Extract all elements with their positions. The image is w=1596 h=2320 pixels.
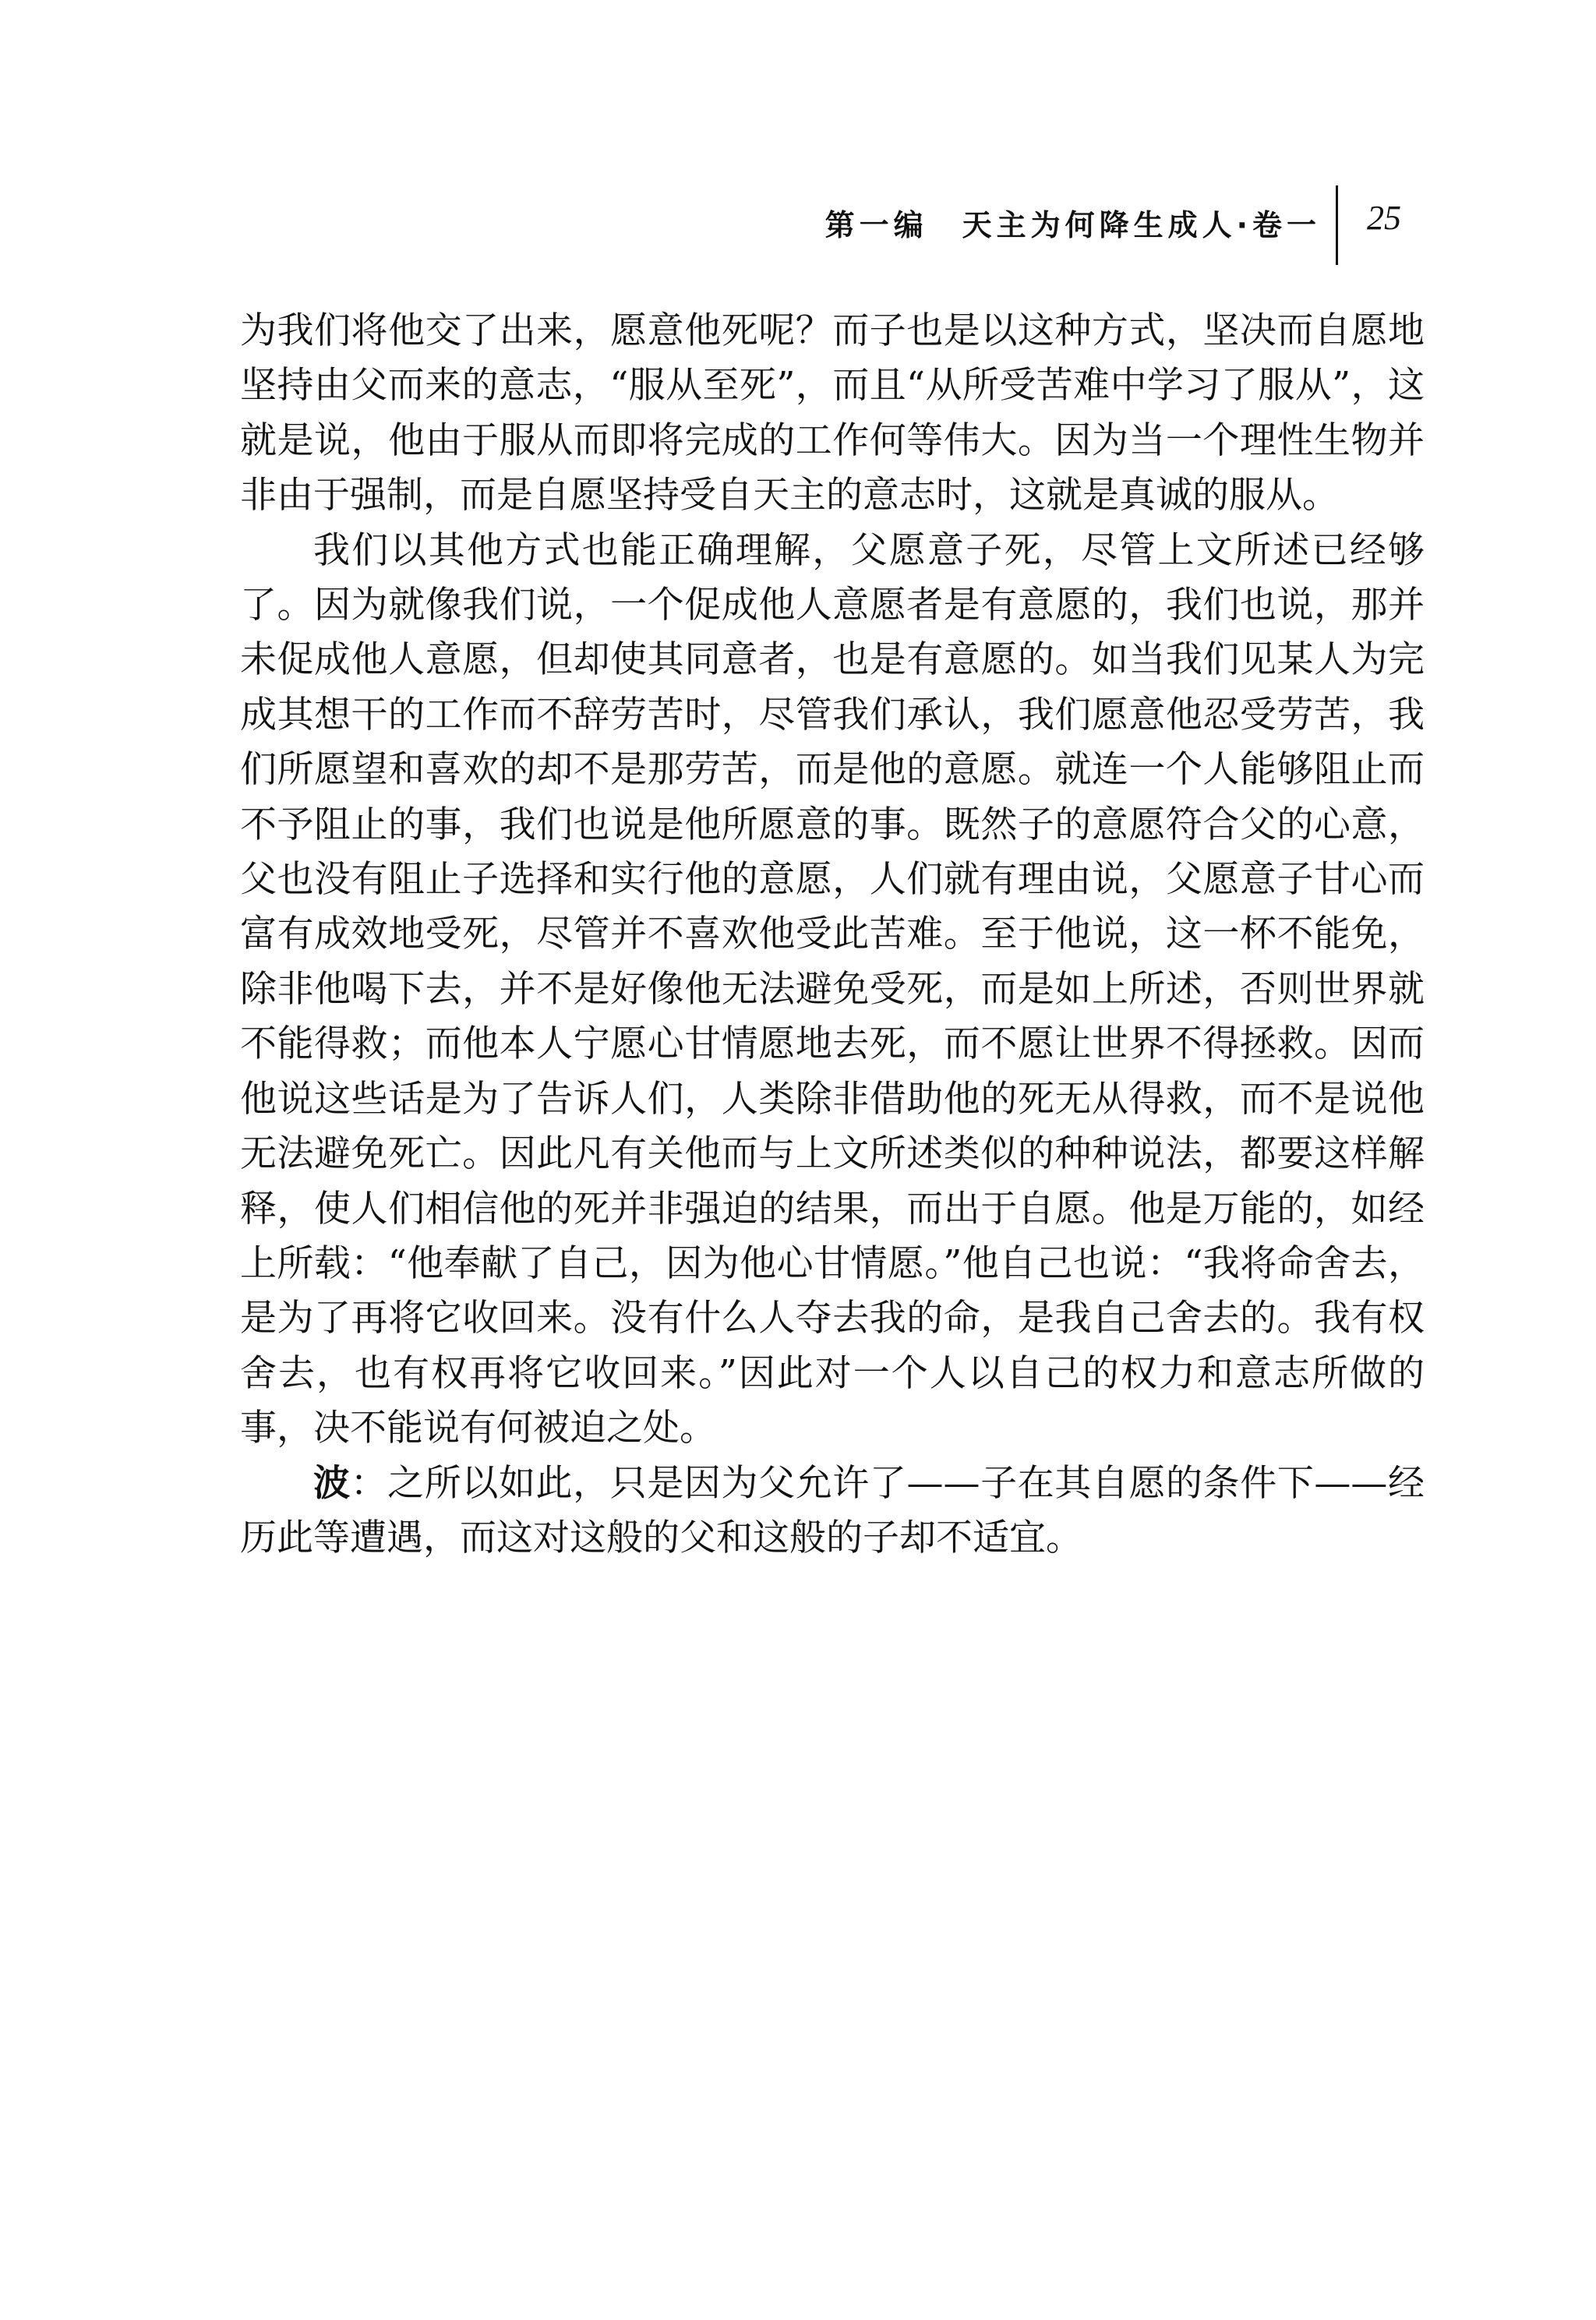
paragraph: 为我们将他交了出来，愿意他死呢？而子也是以这种方式，坚决而自愿地坚持由父而来的意志，“服从至死”，而且“从所受苦难中学习了服从”，这就是说，他由于服从而即将完成的工作何等伟大。因为当一个理性生物并非由于强制，而是自愿坚持受自天主的意志时，这就是真诚的服从。 xyxy=(240,309,1425,517)
paragraph: 我们以其他方式也能正确理解，父愿意子死，尽管上文所述已经够了。因为就像我们说，一个促成他人意愿者是有意愿的，我们也说，那并未促成他人意愿，但却使其同意者，也是有意愿的。如当我们见某人为完成其想干的工作而不辞劳苦时，尽管我们承认，我们愿意他忍受劳苦，我们所愿望和喜欢的却不是那劳苦，而是他的意愿。就连一个人能够阻止而不予阻止的事，我们也说是他所愿意的事。既然子的意愿符合父的心意，父也没有阻止子选择和实行他的意愿，人们就有理由说，父愿意子甘心而富有成效地受死，尽管并不喜欢他受此苦难。至于他说，这一杯不能免，除非他喝下去，并不是好像他无法避免受死，而是如上所述，否则世界就不能得救；而他本人宁愿心甘情愿地去死，而不愿让世界不得拯救。因而他说这些话是为了告诉人们，人类除非借助他的死无从得救，而不是说他无法避免死亡。因此凡有关他而与上文所述类似的种种说法，都要这样解释，使人们相信他的死并非强迫的结果，而出于自愿。他是万能的，如经上所载：“他奉献了自己，因为他心甘情愿。”他自己也说：“我将命舍去，是为了再将它收回来。没有什么人夺去我的命，是我自己舍去的。我有权舍去，也有权再将它收回来。”因此对一个人以自己的权力和意志所做的事，决不能说有何被迫之处。 xyxy=(240,528,1425,1450)
dialogue-paragraph xyxy=(240,1457,1425,1566)
dialogue-text: ：之所以如此，只是因为父允许了——子在其自愿的条件下——经历此等遭遇，而这对这般的父和这般的子却不适宜。 xyxy=(240,1461,1425,1559)
speaker-label: 波 xyxy=(313,1461,351,1505)
running-header xyxy=(748,185,1418,263)
body-text xyxy=(240,304,1425,1566)
header-divider xyxy=(1336,185,1338,265)
page-number: 25 xyxy=(1367,199,1401,237)
section-title: 第一编 天主为何降生成人·卷一 xyxy=(824,208,1321,242)
